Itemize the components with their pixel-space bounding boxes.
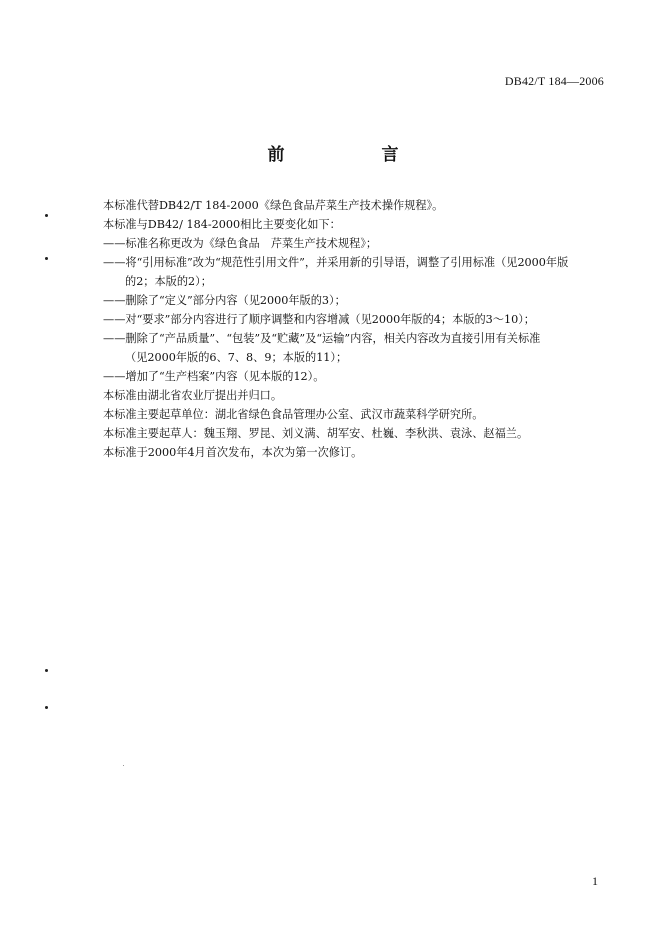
- document-code: DB42/T 184—2006: [504, 74, 604, 88]
- body-line: 本标准主要起草人：魏玉翔、罗昆、刘义满、胡军安、杜巍、李秋洪、袁泳、赵福兰。: [103, 427, 529, 440]
- body-line: （见2000年版的6、7、8、9；本版的11）；: [125, 351, 348, 364]
- page-number: 1: [592, 874, 598, 888]
- body-line: ——增加了“生产档案”内容（见本版的12）。: [103, 370, 325, 383]
- body-line: 本标准与DB42/ 184-2000相比主要变化如下：: [103, 218, 341, 231]
- body-line: 本标准代替DB42/T 184-2000《绿色食品芹菜生产技术操作规程》。: [103, 199, 444, 212]
- body-line: ——将“引用标准”改为“规范性引用文件”，并采用新的引导语，调整了引用标准（见2000年版: [103, 256, 569, 269]
- body-line: 本标准于2000年4月首次发布，本次为第一次修订。: [103, 446, 363, 459]
- body-line: 本标准主要起草单位：湖北省绿色食品管理办公室、武汉市蔬菜科学研究所。: [103, 408, 484, 421]
- body-line: ——标准名称更改为《绿色食品 芹菜生产技术规程》；: [103, 237, 378, 250]
- foreword-body: [103, 196, 623, 462]
- scan-dot: [45, 214, 48, 217]
- scan-dot: [45, 706, 48, 709]
- scan-dot: [45, 257, 48, 260]
- page-title: 前 言: [267, 145, 439, 165]
- body-line: ——删除了“产品质量”、“包装”及“贮藏”及“运输”内容，相关内容改为直接引用有关标准: [103, 332, 541, 345]
- body-line: ——对“要求”部分内容进行了顺序调整和内容增减（见2000年版的4；本版的3～10）；: [103, 313, 535, 326]
- body-line: ——删除了“定义”部分内容（见2000年版的3）；: [103, 294, 346, 307]
- scan-dot: [45, 669, 48, 672]
- body-line: 的2；本版的2）；: [125, 275, 212, 288]
- scan-speck: [123, 765, 124, 766]
- body-line: 本标准由湖北省农业厅提出并归口。: [103, 389, 283, 402]
